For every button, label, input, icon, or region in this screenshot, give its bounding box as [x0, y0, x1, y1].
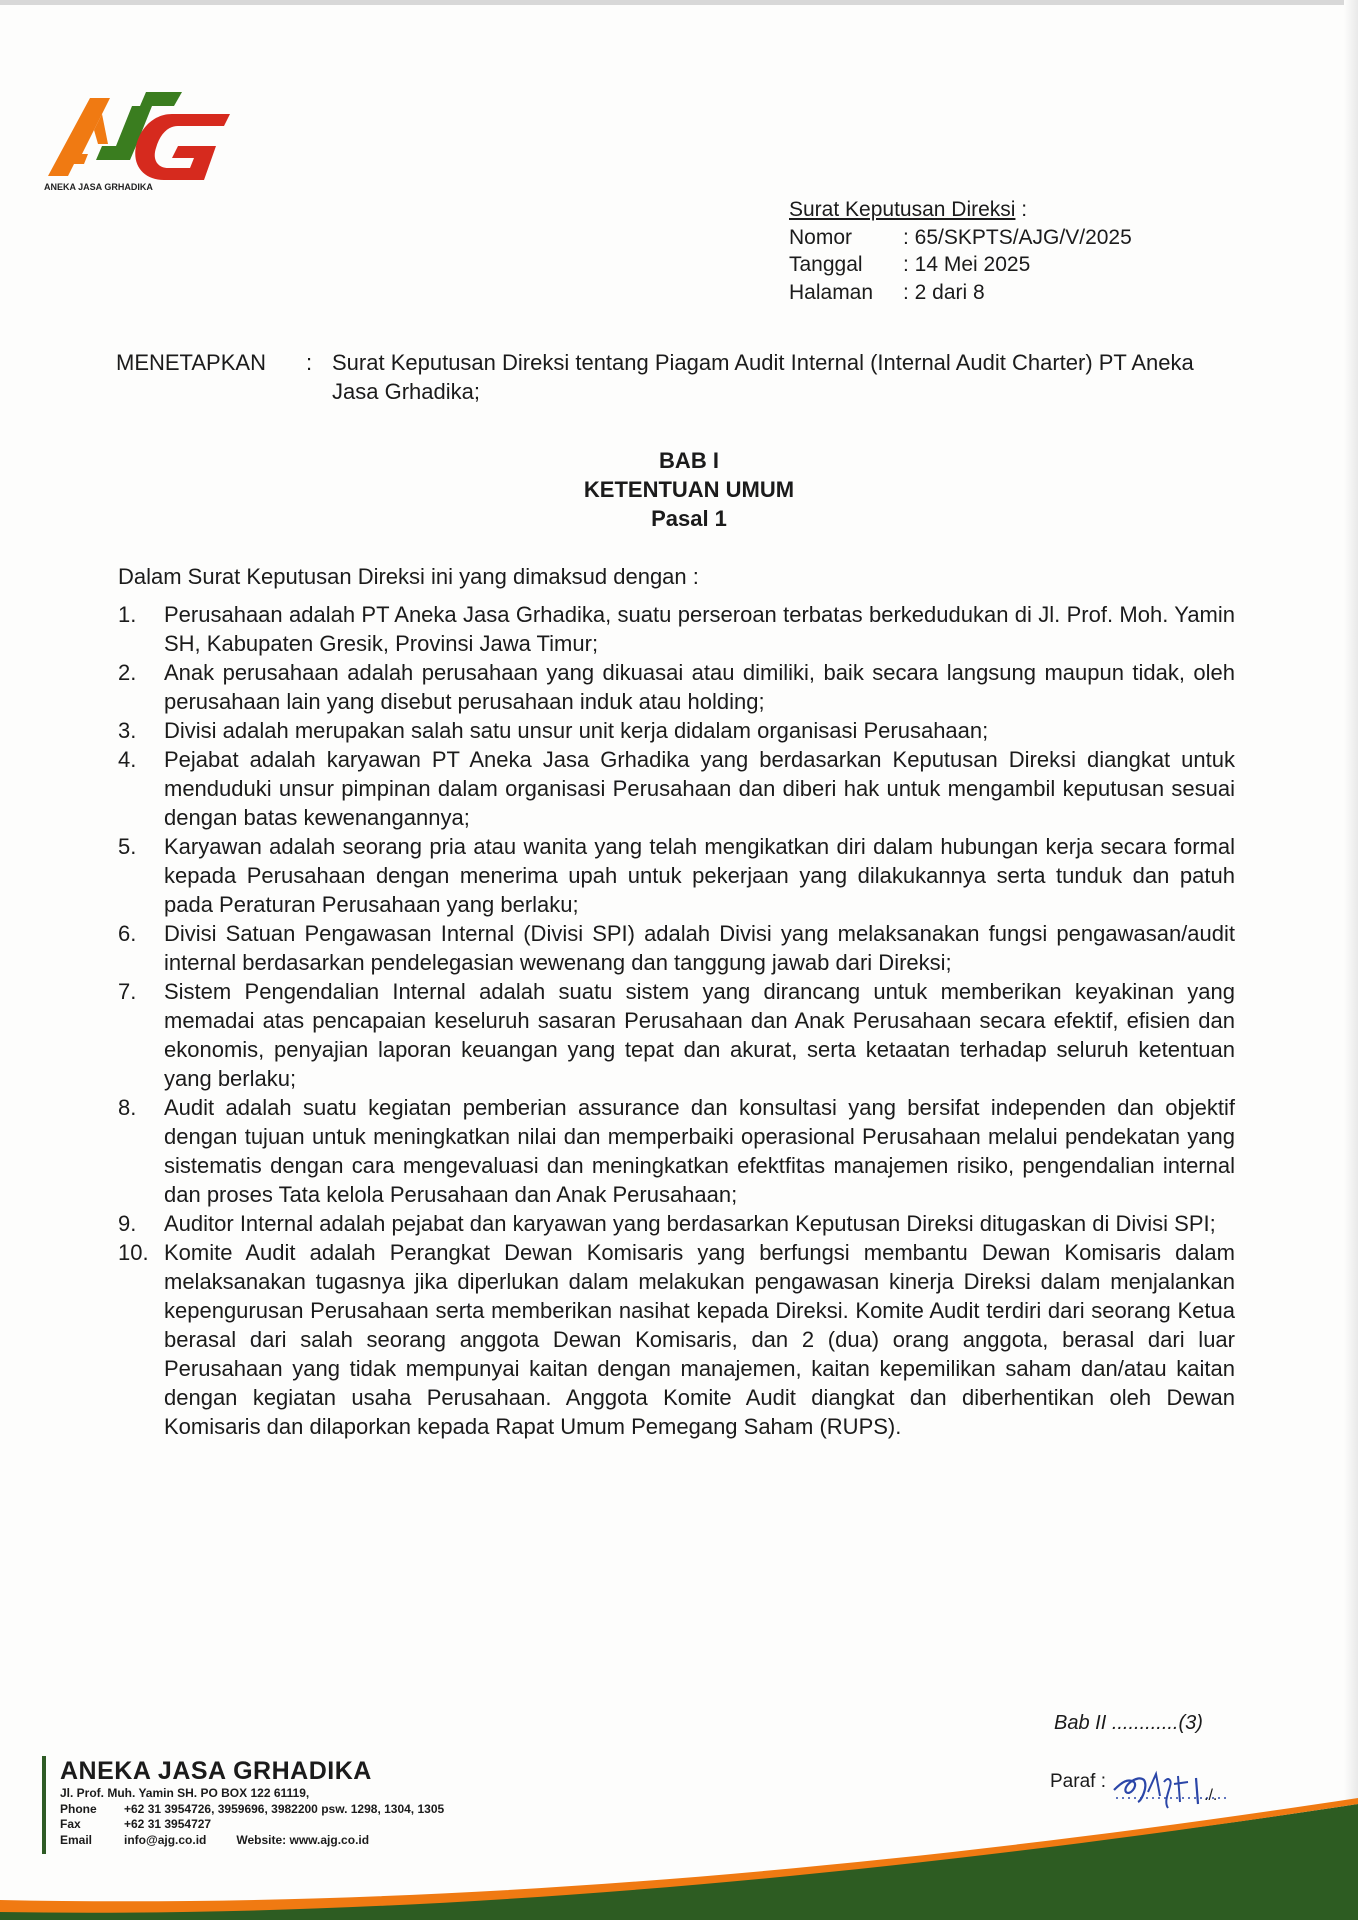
list-item: 6. Divisi Satuan Pengawasan Internal (Divisi SPI) adalah Divisi yang melaksanakan fungsi pengawasan/audit internal berdasarkan pendelegasian wewenang dan tanggung jawab dari Direksi;	[118, 921, 1235, 975]
document-info-title: Surat Keputusan Direksi :	[789, 198, 1028, 221]
ajg-logo-icon	[44, 84, 234, 196]
definitions-list	[118, 600, 1235, 1441]
chapter-headings	[0, 446, 1358, 533]
company-name: ANEKA JASA GRHADIKA	[60, 1757, 372, 1785]
page-right-edge	[1344, 0, 1358, 1920]
next-chapter-reference: Bab II ............(3)	[1054, 1712, 1203, 1734]
list-item: 2. Anak perusahaan adalah perusahaan yang dikuasai atau dimiliki, baik secara langsung maupun tidak, oleh perusahaan lain yang disebut perusahaan induk atau holding;	[118, 660, 1235, 714]
svg-text:./.: ./.	[1203, 1787, 1218, 1804]
info-row-nomor: Nomor : 65/SKPTS/AJG/V/2025	[789, 225, 1132, 249]
company-address: Jl. Prof. Muh. Yamin SH. PO BOX 122 61119,	[60, 1786, 310, 1800]
chapter-title: KETENTUAN UMUM	[583, 477, 795, 502]
footer-wave-decoration	[0, 1790, 1358, 1920]
pasal-heading: Pasal 1	[651, 506, 727, 531]
email-row: Email info@ajg.co.id Website: www.ajg.co.id	[60, 1832, 370, 1847]
website-text: Website: www.ajg.co.id	[236, 1832, 370, 1847]
page-top-edge	[0, 0, 1358, 5]
list-item: 8. Audit adalah suatu kegiatan pemberian assurance dan konsultasi yang bersifat independen dan objektif dengan tujuan untuk meningkatkan nilai dan memperbaiki operasional Perusahaan melalui pendekatan yang sistematis dengan cara mengevaluasi dan meningkatkan efektfitas manajemen risiko, pengendalian internal dan proses Tata kelola Perusahaan dan Anak Perusahaan;	[118, 1095, 1235, 1207]
list-item: 7. Sistem Pengendalian Internal adalah suatu sistem yang dirancang untuk memberikan keyakinan yang memadai atas pencapaian keseluruh sasaran Perusahaan dan Anak Perusahaan secara efektif, efisien dan ekonomis, penyajian laporan keuangan yang tepat dan akurat, serta ketaatan terhadap seluruh ketentuan yang berlaku;	[118, 979, 1235, 1091]
list-item: 10. Komite Audit adalah Perangkat Dewan Komisaris yang berfungsi membantu Dewan Komisaris dalam melaksanakan tugasnya jika diperlukan dalam melakukan pengawasan kinerja Direksi dalam menjalankan kepengurusan Perusahaan serta memberikan nasihat kepada Direksi. Komite Audit terdiri dari seorang Ketua berasal dari salah seorang anggota Dewan Komisaris, dan 2 (dua) orang anggota, berasal dari luar Perusahaan yang tidak mempunyai kaitan dengan manajemen, kaitan kepemilikan saham dan/atau kaitan dengan kegiatan usaha Perusahaan. Anggota Komite Audit diangkat dan diberhentikan oleh Dewan Komisaris dan dilaporkan kepada Rapat Umum Pemegang Saham (RUPS).	[118, 1240, 1235, 1439]
list-item: 4. Pejabat adalah karyawan PT Aneka Jasa Grhadika yang berdasarkan Keputusan Direksi diangkat untuk menduduki unsur pimpinan dalam organisasi Perusahaan dan diberi hak untuk mengambil keputusan sesuai dengan batas kewenangannya;	[118, 747, 1235, 830]
document-info	[789, 196, 1132, 306]
bab-heading: BAB I	[659, 448, 719, 473]
list-item: 9. Auditor Internal adalah pejabat dan karyawan yang berdasarkan Keputusan Direksi ditugaskan di Divisi SPI;	[118, 1211, 1216, 1236]
fax-row: Fax +62 31 3954727	[60, 1817, 212, 1831]
menetapkan-section	[116, 348, 1236, 406]
paraf-label: Paraf :	[1050, 1771, 1106, 1792]
logo-text: ANEKA JASA GRHADIKA	[44, 182, 153, 192]
info-row-tanggal: Tanggal : 14 Mei 2025	[789, 253, 1031, 276]
menetapkan-label: MENETAPKAN	[116, 350, 266, 375]
intro-text: Dalam Surat Keputusan Direksi ini yang dimaksud dengan :	[118, 564, 699, 589]
list-item: 5. Karyawan adalah seorang pria atau wanita yang telah mengikatkan diri dalam hubungan kerja secara formal kepada Perusahaan dengan menerima upah untuk pekerjaan yang dilakukannya serta tunduk dan patuh pada Peraturan Perusahaan yang berlaku;	[118, 834, 1235, 917]
list-item: 1. Perusahaan adalah PT Aneka Jasa Grhadika, suatu perseroan terbatas berkedudukan di Jl. Prof. Moh. Yamin SH, Kabupaten Gresik, Provinsi Jawa Timur;	[118, 602, 1235, 656]
list-item: 3. Divisi adalah merupakan salah satu unsur unit kerja didalam organisasi Perusahaan;	[118, 718, 989, 743]
menetapkan-colon: :	[306, 350, 313, 375]
phone-row: Phone +62 31 3954726, 3959696, 3982200 psw. 1298, 1304, 1305	[60, 1801, 445, 1816]
company-logo	[44, 84, 234, 196]
menetapkan-text: Surat Keputusan Direksi tentang Piagam Audit Internal (Internal Audit Charter) PT Aneka Jasa Grhadika;	[332, 350, 1194, 404]
info-row-halaman: Halaman : 2 dari 8	[789, 280, 985, 304]
